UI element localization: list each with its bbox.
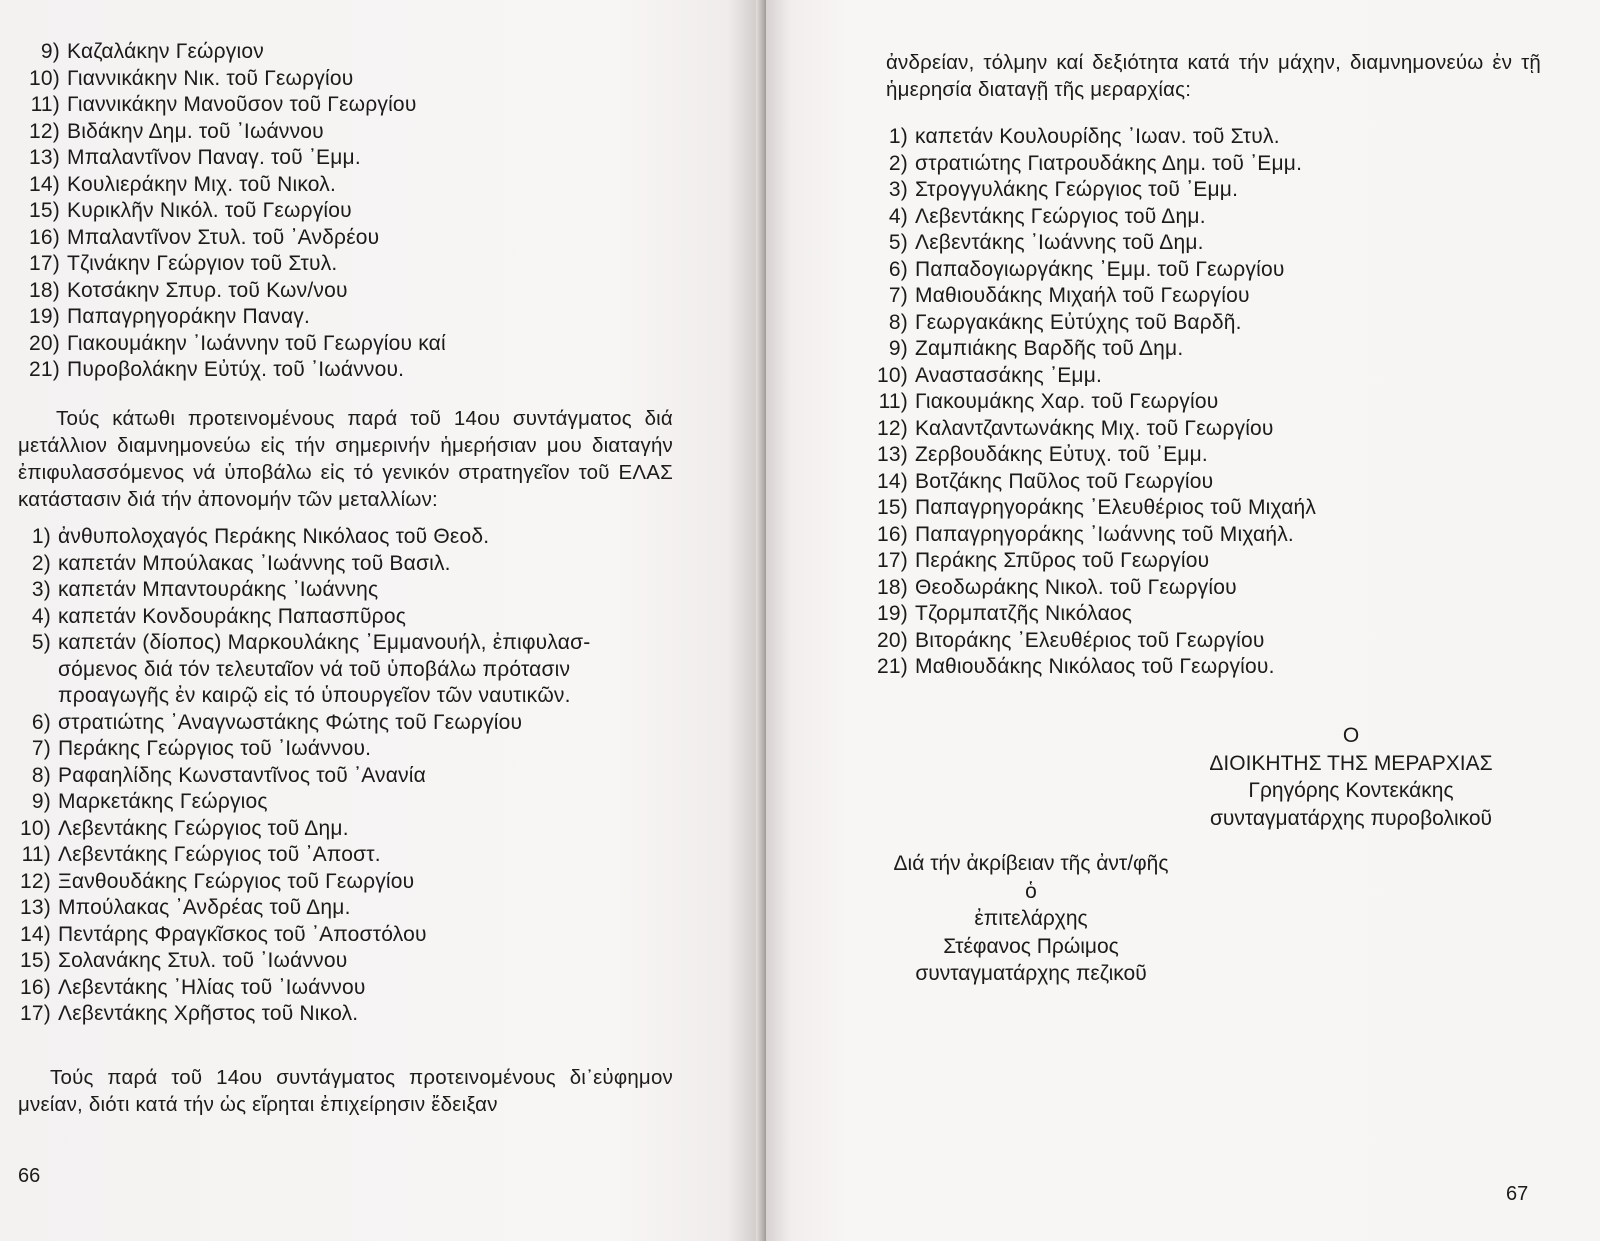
- list-item-number: 13): [20, 896, 51, 919]
- list-item-text: καπετάν Μπαντουράκης ᾿Ιωάννης: [58, 578, 379, 601]
- list-item-text: Πυροβολάκην Εὐτύχ. τοῦ ᾿Ιωάννου.: [67, 358, 405, 381]
- list-item: [864, 548, 1316, 575]
- list-item-text: Παπαγρηγοράκης ᾿Ελευθέριος τοῦ Μιχαήλ: [915, 496, 1317, 519]
- list-item-number: 16): [877, 522, 908, 546]
- list-item-number: 18): [29, 278, 60, 302]
- list-item: [0, 789, 590, 816]
- list-item-number: 4): [888, 204, 908, 228]
- list-item-text: Παπαγρηγοράκης ᾿Ιωάννης τοῦ Μιχαήλ.: [915, 522, 1294, 546]
- list-item-number: 16): [29, 225, 60, 249]
- list-item: [0, 895, 590, 922]
- list-item: [0, 630, 590, 657]
- list-item: [0, 551, 590, 578]
- list-item: [0, 763, 590, 790]
- list-item-text: Παπαδογιωργάκης ᾿Εμμ. τοῦ Γεωργίου: [915, 257, 1285, 281]
- list-item-number: 15): [877, 496, 908, 519]
- medal-recipients-list: [0, 524, 590, 1028]
- list-item-number: 14): [877, 469, 908, 493]
- list-item: [864, 336, 1316, 363]
- list-item-number: 1): [31, 525, 51, 548]
- list-item-number: 2): [31, 551, 51, 575]
- list-item-number: 8): [31, 763, 51, 787]
- list-item: [0, 1001, 590, 1028]
- list-item-text: Λεβεντάκης ᾿Ιωάννης τοῦ Δημ.: [915, 231, 1204, 254]
- list-item-text: Γιαννικάκην Νικ. τοῦ Γεωργίου: [67, 66, 354, 90]
- list-item: [864, 283, 1316, 310]
- list-item-text: Περάκης Σπῦρος τοῦ Γεωργίου: [915, 549, 1210, 572]
- list-item-number: 4): [31, 604, 51, 628]
- list-item: [0, 225, 446, 252]
- list-item-number: 6): [31, 710, 51, 734]
- list-item-number: 21): [29, 358, 60, 381]
- list-item: [0, 683, 590, 710]
- list-item-number: 14): [29, 172, 60, 196]
- list-item-number: 16): [20, 975, 51, 999]
- name-list-continued: [0, 39, 446, 384]
- list-item-text: Λεβεντάκης Χρῆστος τοῦ Νικολ.: [58, 1002, 359, 1025]
- list-item: [0, 948, 590, 975]
- list-item-number: 13): [29, 146, 60, 169]
- paragraph-intro: ἀνδρείαν, τόλμην καί δεξιότητα κατά τήν μάχην, διαμνημονεύω ἐν τῇ ἡμερησία διαταγῇ τῆς μεραρχίας:: [886, 51, 1541, 101]
- list-item: [864, 257, 1316, 284]
- list-item-number: 15): [20, 949, 51, 972]
- list-item-text: Λεβεντάκης ᾿Ηλίας τοῦ ᾿Ιωάννου: [58, 975, 366, 999]
- list-item: [0, 869, 590, 896]
- list-item: [0, 657, 590, 684]
- list-item-number: 7): [31, 737, 51, 760]
- list-item-number: 12): [877, 416, 908, 440]
- list-item-number: 3): [888, 178, 908, 201]
- list-item-text: Γιακουμάκης Χαρ. τοῦ Γεωργίου: [915, 390, 1219, 413]
- list-item-number: 10): [20, 816, 51, 840]
- list-item: [864, 310, 1316, 337]
- list-item-number: 10): [877, 363, 908, 387]
- list-item: [864, 522, 1316, 549]
- list-item-number: 6): [888, 257, 908, 281]
- certification-title: ἐπιτελάρχης: [974, 907, 1088, 930]
- list-item: [0, 710, 590, 737]
- list-item: [864, 442, 1316, 469]
- list-item: [864, 575, 1316, 602]
- list-item: [864, 124, 1316, 151]
- list-item-number: 12): [29, 119, 60, 143]
- paragraph-medal-proposals: Τούς κάτωθι προτεινομένους παρά τοῦ 14ου συντάγματος διά μετάλλιον διαμνημονεύω εἰς τήν σημερινήν ἡμερήσιαν μου διαταγήν ἐπιφυλασσόμενος νά ὑποβάλω εἰς τό γενικόν στρατηγεῖον τοῦ ΕΛΑΣ κατάστασιν διά τήν ἀπονομήν τῶν μεταλλίων:: [18, 407, 673, 511]
- list-item-text: Βοτζάκης Παῦλος τοῦ Γεωργίου: [915, 469, 1214, 493]
- honorable-mention-list: [864, 124, 1316, 681]
- list-item-text: Αναστασάκης ᾿Εμμ.: [915, 363, 1103, 387]
- list-item-text: σόμενος διά τόν τελευταῖον νά τοῦ ὑποβάλω πρότασιν: [58, 657, 571, 681]
- paragraph-honorable-mention: Τούς παρά τοῦ 14ου συντάγματος προτεινομένους δι᾿εὐφημον μνείαν, διότι κατά τήν ὡς εἴρηται ἐπιχείρησιν ἔδειξαν: [18, 1066, 673, 1116]
- list-item: [864, 363, 1316, 390]
- list-item-text: ἀνθυπολοχαγός Περάκης Νικόλαος τοῦ Θεοδ.: [58, 525, 490, 548]
- list-item-text: προαγωγῆς ἐν καιρῷ εἰς τό ὑπουργεῖον τῶν ναυτικῶν.: [58, 684, 571, 707]
- list-item-text: Γεωργακάκης Εὐτύχης τοῦ Βαρδῆ.: [915, 310, 1242, 334]
- list-item-text: Μπαλαντῖνον Παναγ. τοῦ ᾿Εμμ.: [67, 146, 361, 169]
- list-item-number: 10): [29, 66, 60, 90]
- list-item-number: 1): [888, 125, 908, 148]
- list-item: [864, 177, 1316, 204]
- list-item: [864, 495, 1316, 522]
- right-page: [766, 0, 1600, 1241]
- list-item: [0, 304, 446, 331]
- list-item-text: Κοτσάκην Σπυρ. τοῦ Κων/νου: [67, 278, 348, 302]
- list-item-number: 17): [20, 1002, 51, 1025]
- list-item-text: Πεντάρης Φραγκῖσκος τοῦ ᾿Αποστόλου: [58, 922, 427, 946]
- signature-copy-certification: [876, 850, 1186, 988]
- list-item: [864, 416, 1316, 443]
- list-item-number: 8): [888, 310, 908, 334]
- list-item-text: Βιτοράκης ᾿Ελευθέριος τοῦ Γεωργίου: [915, 628, 1265, 652]
- list-item: [0, 172, 446, 199]
- list-item-text: καπετάν Μπούλακας ᾿Ιωάννης τοῦ Βασιλ.: [58, 551, 451, 575]
- certification-rank: συνταγματάρχης πεζικοῦ: [915, 962, 1147, 985]
- list-item: [0, 604, 590, 631]
- list-item-number: 3): [31, 578, 51, 601]
- list-item-number: 19): [877, 602, 908, 625]
- list-item-text: Μαρκετάκης Γεώργιος: [58, 790, 268, 813]
- list-item: [864, 469, 1316, 496]
- list-item-text: καπετάν (δίοπος) Μαρκουλάκης ᾿Εμμανουήλ, ἐπιφυλασ-: [58, 631, 591, 654]
- list-item: [864, 230, 1316, 257]
- list-item-number: 9): [888, 337, 908, 360]
- list-item-number: 11): [21, 843, 51, 866]
- list-item: [0, 975, 590, 1002]
- list-item: [0, 331, 446, 358]
- list-item-text: καπετάν Κονδουράκης Παπασπῦρος: [58, 604, 407, 628]
- certification-name: Στέφανος Πρώιμος: [943, 934, 1119, 958]
- page-number-right: 67: [1506, 1183, 1529, 1205]
- list-item: [0, 145, 446, 172]
- list-item-number: 5): [888, 231, 908, 254]
- list-item-text: Μπούλακας ᾿Ανδρέας τοῦ Δημ.: [58, 896, 351, 919]
- list-item-number: 14): [20, 922, 51, 946]
- list-item-number: 9): [31, 790, 51, 813]
- list-item: [0, 119, 446, 146]
- list-item-text: Μαθιουδάκης Μιχαήλ τοῦ Γεωργίου: [915, 284, 1250, 307]
- list-item-text: Λεβεντάκης Γεώργιος τοῦ Δημ.: [58, 816, 349, 840]
- left-page: [0, 0, 766, 1241]
- list-item: [0, 357, 446, 384]
- list-item-text: Θεοδωράκης Νικολ. τοῦ Γεωργίου: [915, 575, 1237, 599]
- list-item-number: 2): [888, 151, 908, 175]
- list-item-text: στρατιώτης ᾿Αναγνωστάκης Φώτης τοῦ Γεωργίου: [58, 710, 523, 734]
- list-item: [0, 816, 590, 843]
- list-item: [864, 204, 1316, 231]
- list-item: [0, 39, 446, 66]
- list-item: [0, 736, 590, 763]
- list-item-text: Μπαλαντῖνον Στυλ. τοῦ ᾿Ανδρέου: [67, 225, 380, 249]
- list-item: [0, 524, 590, 551]
- list-item-text: Λεβεντάκης Γεώργιος τοῦ ᾿Αποστ.: [58, 843, 381, 866]
- list-item-text: Μαθιουδάκης Νικόλαος τοῦ Γεωργίου.: [915, 655, 1275, 678]
- list-item-number: 12): [20, 869, 51, 893]
- list-item: [0, 92, 446, 119]
- list-item-number: 13): [877, 443, 908, 466]
- list-item-text: Τζορμπατζῆς Νικόλαος: [915, 602, 1133, 625]
- list-item-text: καπετάν Κουλουρίδης ᾿Ιωαν. τοῦ Στυλ.: [915, 125, 1280, 148]
- list-item-text: Λεβεντάκης Γεώργιος τοῦ Δημ.: [915, 204, 1206, 228]
- list-item-number: 20): [877, 628, 908, 652]
- list-item: [864, 389, 1316, 416]
- list-item-number: 20): [29, 331, 60, 355]
- list-item-number: 9): [40, 40, 60, 63]
- signature-commander-name: Γρηγόρης Κοντεκάκης: [1248, 779, 1454, 802]
- page-number-left: 66: [18, 1165, 41, 1187]
- certification-article: ὁ: [1025, 879, 1037, 903]
- list-item-text: στρατιώτης Γιατρουδάκης Δημ. τοῦ ᾿Εμμ.: [915, 151, 1303, 175]
- list-item: [864, 628, 1316, 655]
- list-item: [864, 654, 1316, 681]
- list-item-text: Ραφαηλίδης Κωνσταντῖνος τοῦ ᾿Ανανία: [58, 763, 426, 787]
- list-item: [864, 601, 1316, 628]
- list-item-text: Περάκης Γεώργιος τοῦ ᾿Ιωάννου.: [58, 737, 372, 760]
- list-item-number: 15): [29, 199, 60, 222]
- list-item: [0, 278, 446, 305]
- list-item: [0, 922, 590, 949]
- list-item: [0, 251, 446, 278]
- list-item-text: Καλαντζαντωνάκης Μιχ. τοῦ Γεωργίου: [915, 416, 1274, 440]
- signature-commander: [1181, 722, 1521, 832]
- list-item-number: 5): [31, 631, 51, 654]
- signature-commander-title: ΔΙΟΙΚΗΤΗΣ ΤΗΣ ΜΕΡΑΡΧΙΑΣ: [1209, 751, 1493, 775]
- list-item: [864, 151, 1316, 178]
- list-item-number: 18): [877, 575, 908, 599]
- list-item: [0, 66, 446, 93]
- list-item-text: Γιακουμάκην ᾿Ιωάννην τοῦ Γεωργίου καί: [67, 331, 446, 355]
- list-item-text: Ζαμπιάκης Βαρδῆς τοῦ Δημ.: [915, 337, 1184, 360]
- list-item-number: 17): [29, 252, 60, 275]
- list-item-number: 11): [30, 93, 60, 116]
- list-item-number: 19): [29, 305, 60, 328]
- list-item-text: Καζαλάκην Γεώργιον: [67, 40, 264, 63]
- list-item-text: Σολανάκης Στυλ. τοῦ ᾿Ιωάννου: [58, 949, 348, 972]
- list-item-number: 7): [888, 284, 908, 307]
- list-item-text: Γιαννικάκην Μανοῦσον τοῦ Γεωργίου: [67, 93, 417, 116]
- list-item-text: Παπαγρηγοράκην Παναγ.: [67, 305, 311, 328]
- list-item-text: Ξανθουδάκης Γεώργιος τοῦ Γεωργίου: [58, 869, 415, 893]
- signature-commander-line: Ο: [1342, 724, 1360, 747]
- list-item-text: Κουλιεράκην Μιχ. τοῦ Νικολ.: [67, 172, 336, 196]
- list-item-number: 17): [877, 549, 908, 572]
- list-item: [0, 577, 590, 604]
- list-item: [0, 198, 446, 225]
- list-item-number: 21): [877, 655, 908, 678]
- list-item-text: Βιδάκην Δημ. τοῦ ᾿Ιωάννου: [67, 119, 324, 143]
- list-item-number: 11): [878, 390, 908, 413]
- list-item-text: Στρογγυλάκης Γεώργιος τοῦ ᾿Εμμ.: [915, 178, 1239, 201]
- certification-line: Διά τήν ἀκρίβειαν τῆς ἀντ/φῆς: [893, 852, 1169, 875]
- list-item-text: Τζινάκην Γεώργιον τοῦ Στυλ.: [67, 252, 338, 275]
- list-item: [0, 842, 590, 869]
- list-item-text: Κυρικλῆν Νικόλ. τοῦ Γεωργίου: [67, 199, 352, 222]
- list-item-text: Ζερβουδάκης Εὐτυχ. τοῦ ᾿Εμμ.: [915, 443, 1208, 466]
- signature-commander-rank: συνταγματάρχης πυροβολικοῦ: [1209, 806, 1493, 830]
